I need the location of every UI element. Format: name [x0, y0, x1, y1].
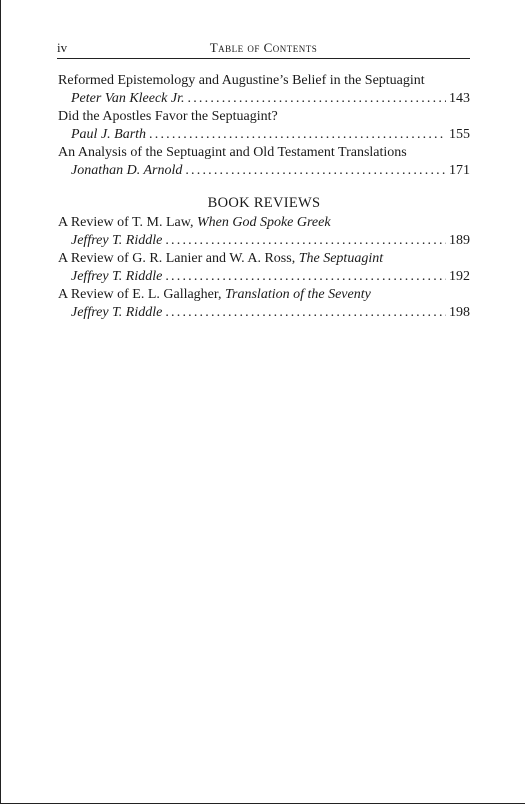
- book-reviews-heading: BOOK REVIEWS: [207, 195, 321, 211]
- review-title-prefix: A Review of E. L. Gallagher,: [58, 287, 226, 302]
- review-entry: [58, 250, 470, 286]
- entry-title: Reformed Epistemology and Augustine’s Belief in the Septuagint: [58, 73, 425, 88]
- dot-leader: [165, 268, 446, 286]
- entry-author: Jeffrey T. Riddle: [71, 233, 163, 248]
- entry-author-line: [58, 126, 470, 144]
- entry-page-number: 192: [449, 269, 470, 284]
- entry-author: Jeffrey T. Riddle: [71, 305, 163, 320]
- dot-leader: [165, 232, 446, 250]
- toc-entry: [58, 72, 470, 108]
- toc-entry: [58, 108, 470, 144]
- entry-author: Jonathan D. Arnold: [71, 163, 183, 178]
- page-folio: iv: [57, 40, 68, 55]
- review-entry: [58, 286, 470, 322]
- review-title: [58, 250, 470, 268]
- entry-author: Jeffrey T. Riddle: [71, 269, 163, 284]
- dot-leader: [188, 90, 446, 108]
- review-title: [58, 214, 470, 232]
- review-title-prefix: A Review of T. M. Law,: [58, 215, 197, 230]
- dot-leader: [149, 126, 446, 144]
- entry-author: Peter Van Kleeck Jr.: [71, 91, 185, 106]
- review-title-prefix: A Review of G. R. Lanier and W. A. Ross,: [58, 251, 299, 266]
- entry-author-line: [58, 232, 470, 250]
- review-entry: [58, 214, 470, 250]
- toc-entry: [58, 144, 470, 180]
- running-head-title: Table of Contents: [209, 40, 318, 55]
- entry-author-line: [58, 304, 470, 322]
- entry-title: An Analysis of the Septuagint and Old Testament Translations: [58, 145, 407, 160]
- entry-author-line: [58, 90, 470, 108]
- running-head: [57, 38, 470, 59]
- dot-leader: [165, 304, 446, 322]
- entry-page-number: 171: [449, 163, 470, 178]
- entry-page-number: 198: [449, 305, 470, 320]
- table-of-contents: [58, 72, 470, 322]
- entry-page-number: 155: [449, 127, 470, 142]
- dot-leader: [185, 162, 446, 180]
- review-title: [58, 286, 470, 304]
- review-book-title: The Septuagint: [298, 251, 384, 266]
- entry-title: Did the Apostles Favor the Septuagint?: [58, 109, 278, 124]
- entry-author-line: [58, 268, 470, 286]
- entry-author: Paul J. Barth: [71, 127, 147, 142]
- review-book-title: When God Spoke Greek: [196, 215, 331, 230]
- entry-page-number: 143: [449, 91, 470, 106]
- entry-author-line: [58, 162, 470, 180]
- entry-page-number: 189: [449, 233, 470, 248]
- review-book-title: Translation of the Seventy: [225, 287, 371, 302]
